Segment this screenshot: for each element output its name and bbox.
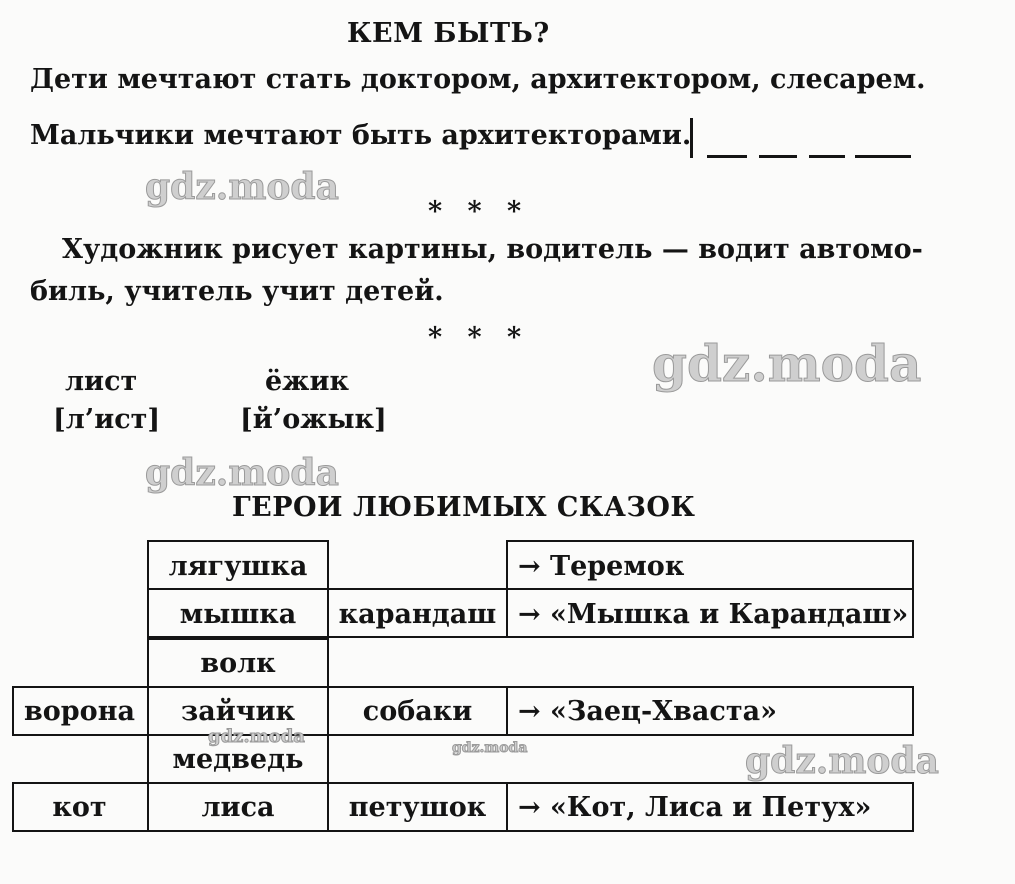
table-cell: петушок [348,791,487,823]
section-title-heroes: ГЕРОИ ЛЮБИМЫХ СКАЗОК [232,492,696,523]
table-cell: волк [200,647,276,679]
table-cell: собаки [362,695,473,727]
watermark: gdz.moda [745,740,939,782]
table-cell: кот [52,791,107,823]
transcription-list: [л’ист] [53,404,161,435]
table-cell: мышка [179,598,297,630]
watermark: gdz.moda [452,740,528,756]
sentence-artist-line1: Художник рисует картины, водитель — водит автомо- [62,234,923,265]
answer-blank-field[interactable] [690,118,911,158]
table-cell: → «Заец-Хваста» [518,695,777,727]
table-cell: ворона [24,695,135,727]
table-cell: → «Мышка и Карандаш» [518,598,909,630]
table-cell: лягушка [168,550,308,582]
table-cell: → «Кот, Лиса и Петух» [518,791,872,823]
divider-stars: * * * [428,196,530,227]
table-cell: карандаш [338,598,497,630]
transcription-ezhik: [й’ожык] [240,404,387,435]
watermark: gdz.moda [145,166,339,208]
table-cell: медведь [172,743,304,775]
table-cell: зайчик [180,695,296,727]
word-ezhik: ёжик [265,366,349,397]
watermark: gdz.moda [208,726,305,747]
watermark: gdz.moda [652,334,922,393]
section-title-kem-byt: КЕМ БЫТЬ? [347,18,550,49]
watermark: gdz.moda [145,452,339,494]
table-cell: лиса [201,791,275,823]
sentence-children-dream: Дети мечтают стать доктором, архитектором, слесарем. [30,64,926,95]
table-cell: → Теремок [518,550,685,582]
sentence-boys-dream: Мальчики мечтают быть архитекторами. [30,120,692,151]
word-list: лист [65,366,138,397]
sentence-artist-line2: биль, учитель учит детей. [30,276,444,307]
divider-stars: * * * [428,322,530,353]
